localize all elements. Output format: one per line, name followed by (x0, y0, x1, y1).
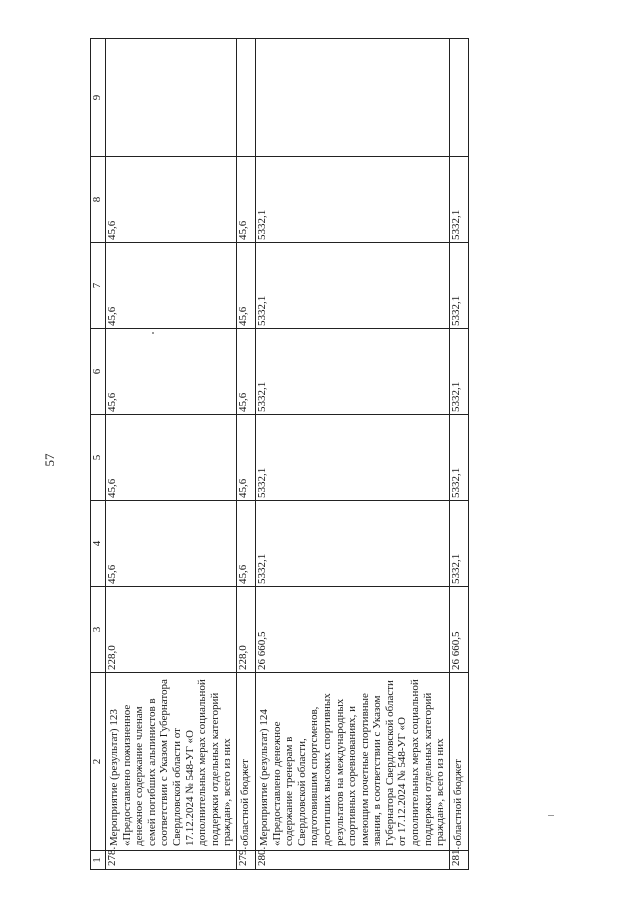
row-number: 280. (255, 851, 449, 870)
value-cell: 45,6 (236, 329, 255, 415)
table-row (106, 39, 237, 870)
value-cell (106, 39, 237, 157)
activity-name: Мероприятие (результат) 123 «Предоставлено пожизненное денежное содержание членам семей погибших альпинистов в соответствии с Указом Губернатора Свердловской области от 17.12.2024 № 548-УГ «О дополнительных мерах социальной поддержки отдельных категорий граждан», всего из них (106, 673, 237, 851)
col-header: 2 (91, 673, 106, 851)
col-header: 7 (91, 243, 106, 329)
value-cell: 45,6 (106, 243, 237, 329)
value-cell: 5332,1 (255, 415, 449, 501)
value-cell (255, 39, 449, 157)
value-cell: 5332,1 (449, 243, 468, 329)
col-header: 6 (91, 329, 106, 415)
row-number: 281. (449, 851, 468, 870)
row-number: 278. (106, 851, 237, 870)
column-number-row (91, 39, 106, 870)
value-cell: 5332,1 (255, 157, 449, 243)
col-header: 1 (91, 851, 106, 870)
rotated-table-frame (90, 4, 500, 870)
value-total: 228,0 (236, 587, 255, 673)
value-total: 26 660,5 (449, 587, 468, 673)
value-cell: 5332,1 (255, 501, 449, 587)
page-number: 57 (42, 453, 57, 467)
col-header: 3 (91, 587, 106, 673)
value-cell: 45,6 (236, 415, 255, 501)
value-cell: 45,6 (236, 501, 255, 587)
table-row (255, 39, 449, 870)
value-cell: 5332,1 (449, 415, 468, 501)
value-cell: 45,6 (106, 501, 237, 587)
col-header: 8 (91, 157, 106, 243)
value-cell: 45,6 (106, 157, 237, 243)
col-header: 5 (91, 415, 106, 501)
table-row (236, 39, 255, 870)
value-cell: 45,6 (106, 415, 237, 501)
value-cell: 5332,1 (449, 329, 468, 415)
value-cell: 5332,1 (449, 501, 468, 587)
value-total: 228,0 (106, 587, 237, 673)
table-row (449, 39, 468, 870)
activity-name: Мероприятие (результат) 124 «Предоставлено денежное содержание тренерам в Свердловской области, подготовившим спортсменов, достигших высоких спортивных результатов на международных спортивных соревнованиях, и имеющим почетные спортивные звания, в соответствии с Указом Губернатора Свердловской области от 17.12.2024 № 548-УГ «О дополнительных мерах социальной поддержки отдельных категорий граждан», всего из них (255, 673, 449, 851)
value-cell: 45,6 (106, 329, 237, 415)
value-cell: 5332,1 (449, 157, 468, 243)
scan-speck (152, 332, 154, 334)
scan-mark (548, 815, 554, 816)
col-header: 4 (91, 501, 106, 587)
budget-source: областной бюджет (449, 673, 468, 851)
value-cell: 5332,1 (255, 329, 449, 415)
col-header: 9 (91, 39, 106, 157)
value-cell: 45,6 (236, 243, 255, 329)
value-total: 26 660,5 (255, 587, 449, 673)
budget-source: областной бюджет (236, 673, 255, 851)
row-number: 279. (236, 851, 255, 870)
value-cell (236, 39, 255, 157)
value-cell: 5332,1 (255, 243, 449, 329)
value-cell (449, 39, 468, 157)
value-cell: 45,6 (236, 157, 255, 243)
budget-table (90, 38, 469, 870)
